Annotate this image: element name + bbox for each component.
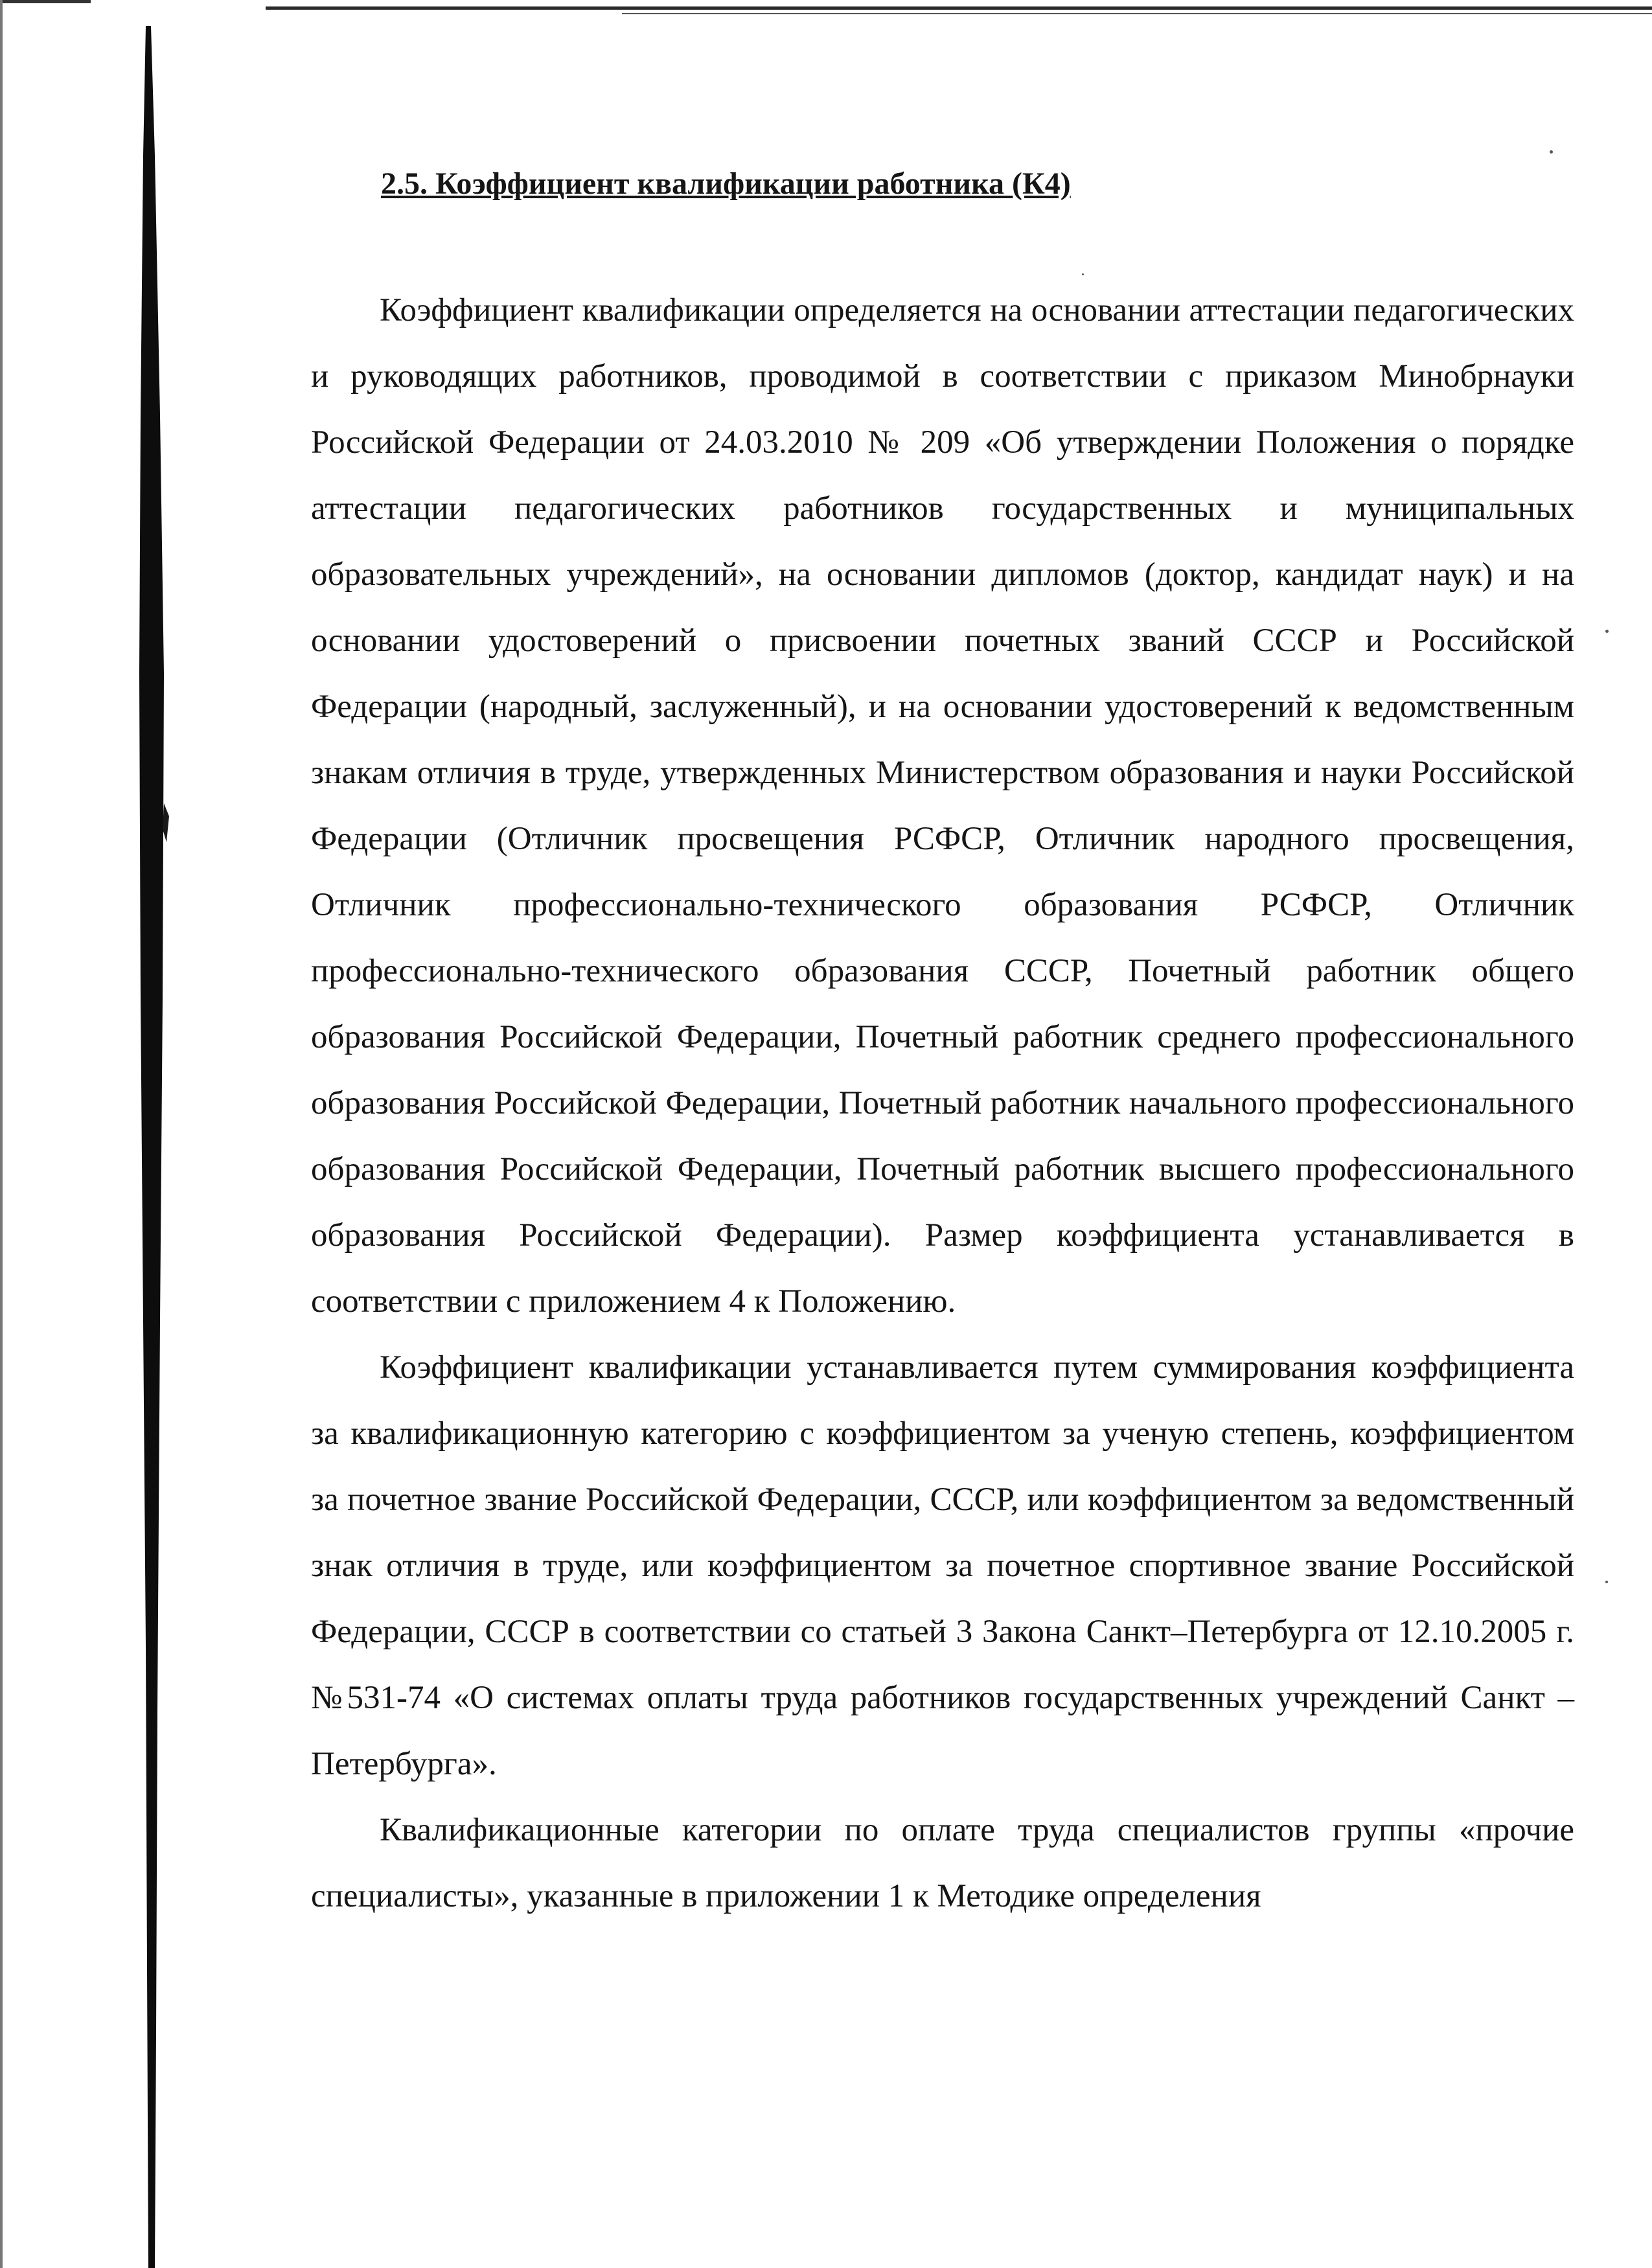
paragraph-qualification-categories: Квалификационные категории по оплате труда специалистов группы «прочие специалисты», указанные в приложении 1 к Методике определения [311, 1812, 1574, 1914]
paragraph-qualification-basis: Коэффициент квалификации определяется на основании аттестации педагогических и руководящих работников, проводимой в соответствии с приказом Минобрнауки Российской Федерации от 24.03.2010 № 209 «Об утверждении Положения о порядке аттестации педагогических работников государственных и муниципальных образовательных учреждений», на основании дипломов (доктор, кандидат наук) и на основании удостоверений о присвоении почетных званий СССР и Российской Федерации (народный, заслуженный), и на основании удостоверений к ведомственным знакам отличия в труде, утвержденных Министерством образования и науки Российской Федерации (Отличник просвещения РСФСР, Отличник народного просвещения, Отличник профессионально-технического образования РСФСР, Отличник профессионально-технического образования СССР, Почетный работник общего образования Российской Федерации, Почетный работник среднего профессионального образования Российской Федерации, Почетный работник начального профессионального образования Российской Федерации, Почетный работник высшего профессионального образования Российской Федерации). Размер коэффициента устанавливается в соответствии с приложением 4 к Положению. [311, 292, 1574, 1320]
scan-top-rule-secondary [622, 13, 1652, 14]
scan-speck [1550, 150, 1553, 154]
scan-left-edge [0, 0, 3, 2268]
scan-corner-mark [0, 0, 91, 3]
paragraph-qualification-summation: Коэффициент квалификации устанавливается путем суммирования коэффициента за квалификационную категорию с коэффициентом за ученую степень, коэффициентом за почетное звание Российской Федерации, СССР, или коэффициентом за ведомственный знак отличия в труде, или коэффициентом за почетное спортивное звание Российской Федерации, СССР в соответствии со статьей 3 Закона Санкт–Петербурга от 12.10.2005 г. №531-74 «О системах оплаты труда работников государственных учреждений Санкт – Петербурга». [311, 1349, 1574, 1782]
scan-speck [1605, 1581, 1608, 1583]
section-heading: 2.5. Коэффициент квалификации работника (К4) [381, 166, 1071, 201]
scan-speck [1605, 630, 1609, 633]
scan-binding-shadow [134, 26, 173, 2268]
scan-top-rule [266, 6, 1652, 10]
document-page [311, 162, 1574, 1929]
